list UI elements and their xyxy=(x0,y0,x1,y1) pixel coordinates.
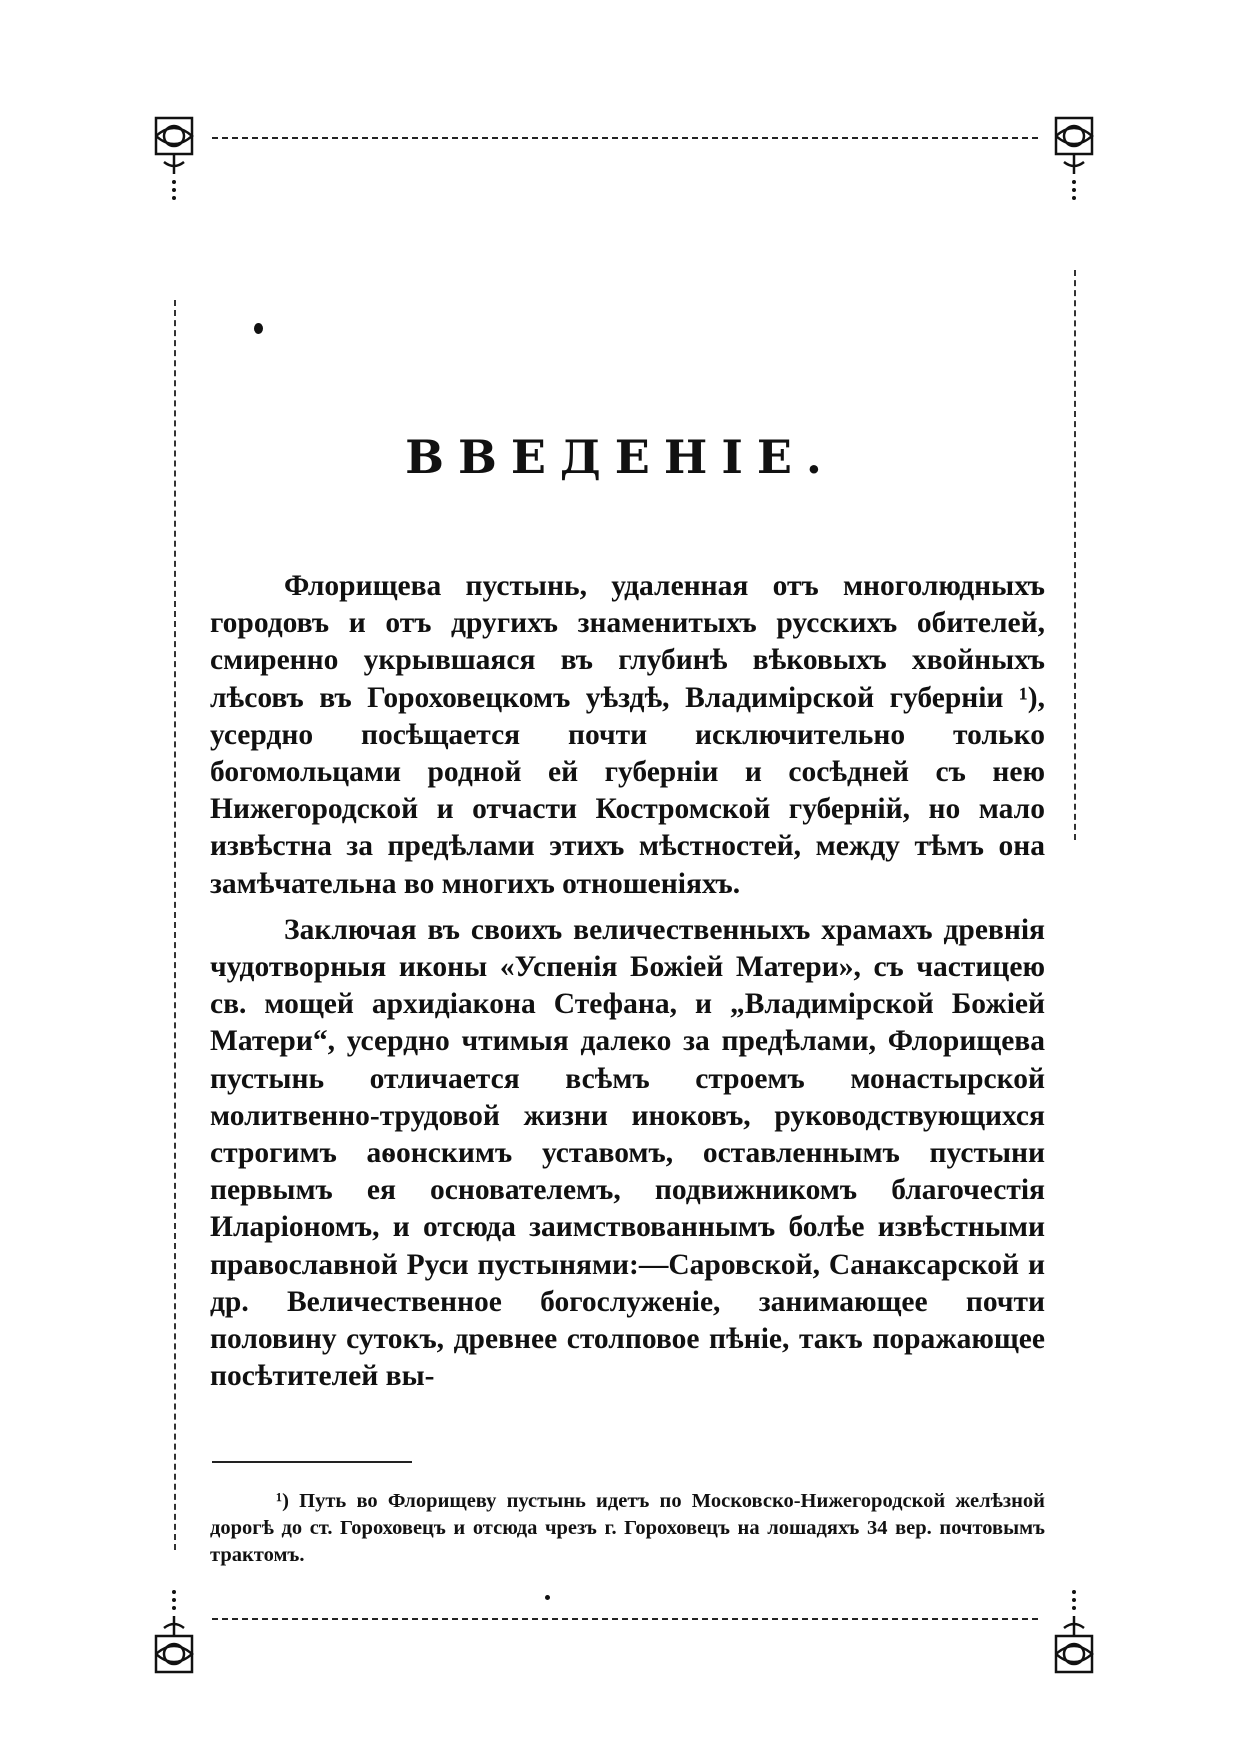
footnote-text: ¹) Путь во Флорищеву пустынь идетъ по Московско-Нижегородской желѣзной дорогѣ до ст. Гороховецъ и отсюда чрезъ г. Гороховецъ на лошадяхъ 34 вер. почтовымъ трактомъ. xyxy=(210,1490,1045,1566)
ornament-icon xyxy=(1050,112,1098,202)
corner-ornament-top-left xyxy=(150,112,198,202)
paragraph: Заключая въ своихъ величественныхъ храмахъ древнія чудотворныя иконы «Успенія Божіей Матери», съ частицею св. мощей архидіакона Стефана, и „Владимірской Божіей Матери“, усердно чтимыя далеко за предѣлами, Флорищева пустынь отличается всѣмъ строемъ монастырской молитвенно-трудовой жизни иноковъ, руководствующихся строгимъ аѳонскимъ уставомъ, оставленнымъ пустыни первымъ ея основателемъ, подвижникомъ благочестія Иларіономъ, и отсюда заимствованнымъ болѣе извѣстными православной Руси пустынями:—Саровской, Санаксарской и др. Величественное богослуженіе, занимающее почти половину сутокъ, древнее столповое пѣніе, такъ поражающее посѣтителей вы- xyxy=(210,913,1045,1393)
print-speck xyxy=(545,1595,550,1600)
footnote-divider xyxy=(212,1461,412,1463)
ornament-icon xyxy=(1050,1588,1098,1678)
left-border-rule xyxy=(174,300,176,1550)
ornament-icon xyxy=(150,1588,198,1678)
footnote xyxy=(210,1488,1045,1569)
right-border-rule xyxy=(1074,270,1076,840)
bottom-border-rule xyxy=(212,1618,1038,1620)
page-title: ВВЕДЕНІЕ. xyxy=(405,430,836,484)
body-text xyxy=(210,568,1045,1395)
print-speck xyxy=(254,323,263,334)
ornament-icon xyxy=(150,112,198,202)
corner-ornament-bottom-left xyxy=(150,1588,198,1678)
corner-ornament-bottom-right xyxy=(1050,1588,1098,1678)
top-border-rule xyxy=(212,137,1038,139)
corner-ornament-top-right xyxy=(1050,112,1098,202)
paragraph: Флорищева пустынь, удаленная отъ многолюдныхъ городовъ и отъ другихъ знаменитыхъ русскихъ обителей, смиренно укрывшаяся въ глубинѣ вѣковыхъ хвойныхъ лѣсовъ въ Гороховецкомъ уѣздѣ, Владимірской губерніи ¹), усердно посѣщается почти исключительно только богомольцами родной ей губерніи и сосѣдней съ нею Нижегородской и отчасти Костромской губерній, но мало извѣстна за предѣлами этихъ мѣстностей, между тѣмъ она замѣчательна во многихъ отношеніяхъ. xyxy=(210,570,1045,900)
